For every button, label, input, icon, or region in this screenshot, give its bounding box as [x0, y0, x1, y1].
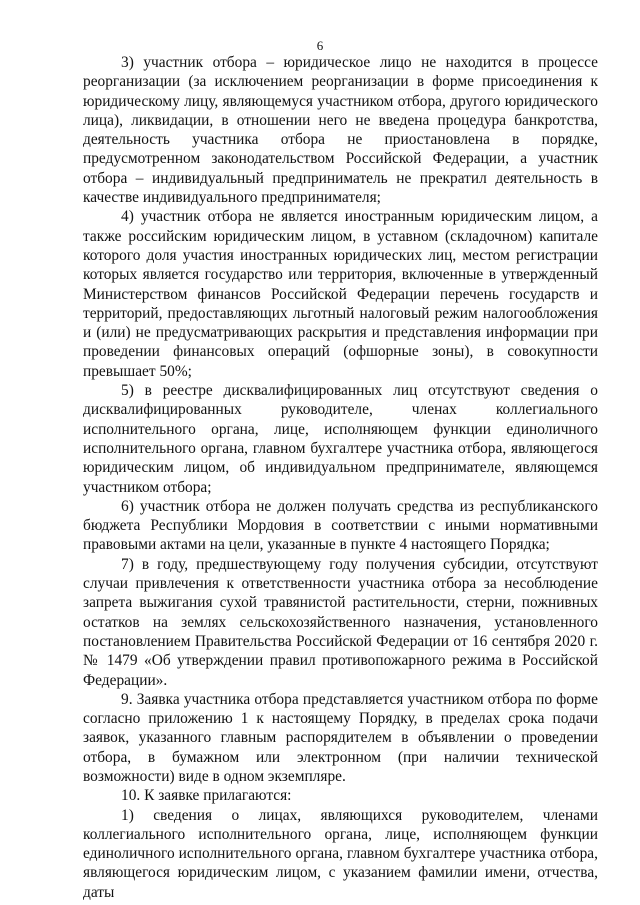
paragraph-item-6: 6) участник отбора не должен получать средства из республиканского бюджета Республики Мордовия в соответствии с иными нормативными правовыми актами на цели, указанные в пункте 4 настоящего Порядка;: [83, 497, 598, 554]
paragraph-item-3: 3) участник отбора – юридическое лицо не находится в процессе реорганизации (за исключением реорганизации в форме присоединения к юридическому лицу, являющемуся участником отбора, другого юридического лица), ликвидации, в отношении него не введена процедура банкротства, деятельность участника отбора не приостановлена в порядке, предусмотренном законодательством Российской Федерации, а участник отбора – индивидуальный предприниматель не прекратил деятельность в качестве индивидуального предпринимателя;: [83, 54, 598, 207]
paragraph-item-4: 4) участник отбора не является иностранным юридическим лицом, а также российским юридическим лицом, в уставном (складочном) капитале которого доля участия иностранных юридических лиц, местом регистрации которых является государство или территория, включенные в утвержденный Министерством финансов Российской Федерации перечень государств и территорий, предоставляющих льготный налоговый режим налогообложения и (или) не предусматривающих раскрытия и представления информации при проведении финансовых операций (офшорные зоны), в совокупности превышает 50%;: [83, 208, 598, 380]
paragraph-section-10: 10. К заявке прилагаются:: [121, 787, 292, 805]
paragraph-item-7: 7) в году, предшествующему году получения субсидии, отсутствуют случаи привлечения к ответственности участника отбора за несоблюдение запрета выжигания сухой травянистой растительности, стерни, пожнивных остатков на землях сельскохозяйственного назначения, установленного постановлением Правительства Российской Федерации от 16 сентября 2020 г. № 1479 «Об утверждении правил противопожарного режима в Российской Федерации».: [83, 555, 598, 689]
paragraph-section-9: 9. Заявка участника отбора представляется участником отбора по форме согласно приложению 1 к настоящему Порядку, в пределах срока подачи заявок, указанного главным распорядителем в объявлении о проведении отбора, в бумажном или электронном (при наличии технической возможности) виде в одном экземпляре.: [83, 690, 598, 785]
page-number: 6: [316, 38, 324, 53]
paragraph-item-5: 5) в реестре дисквалифицированных лиц отсутствуют сведения о дисквалифицированных руководителе, членах коллегиального исполнительного органа, лице, исполняющем функции единоличного исполнительного органа, главном бухгалтере участника отбора, являющегося юридическим лицом, об индивидуальном предпринимателе, являющемся участником отбора;: [83, 382, 598, 496]
paragraph-attachment-1: 1) сведения о лицах, являющихся руководителем, членами коллегиального исполнительного органа, лице, исполняющем функции единоличного исполнительного органа, главном бухгалтере участника отбора, являющегося юридическим лицом, с указанием фамилии имени, отчества, даты: [83, 806, 598, 901]
document-body: [83, 53, 598, 902]
